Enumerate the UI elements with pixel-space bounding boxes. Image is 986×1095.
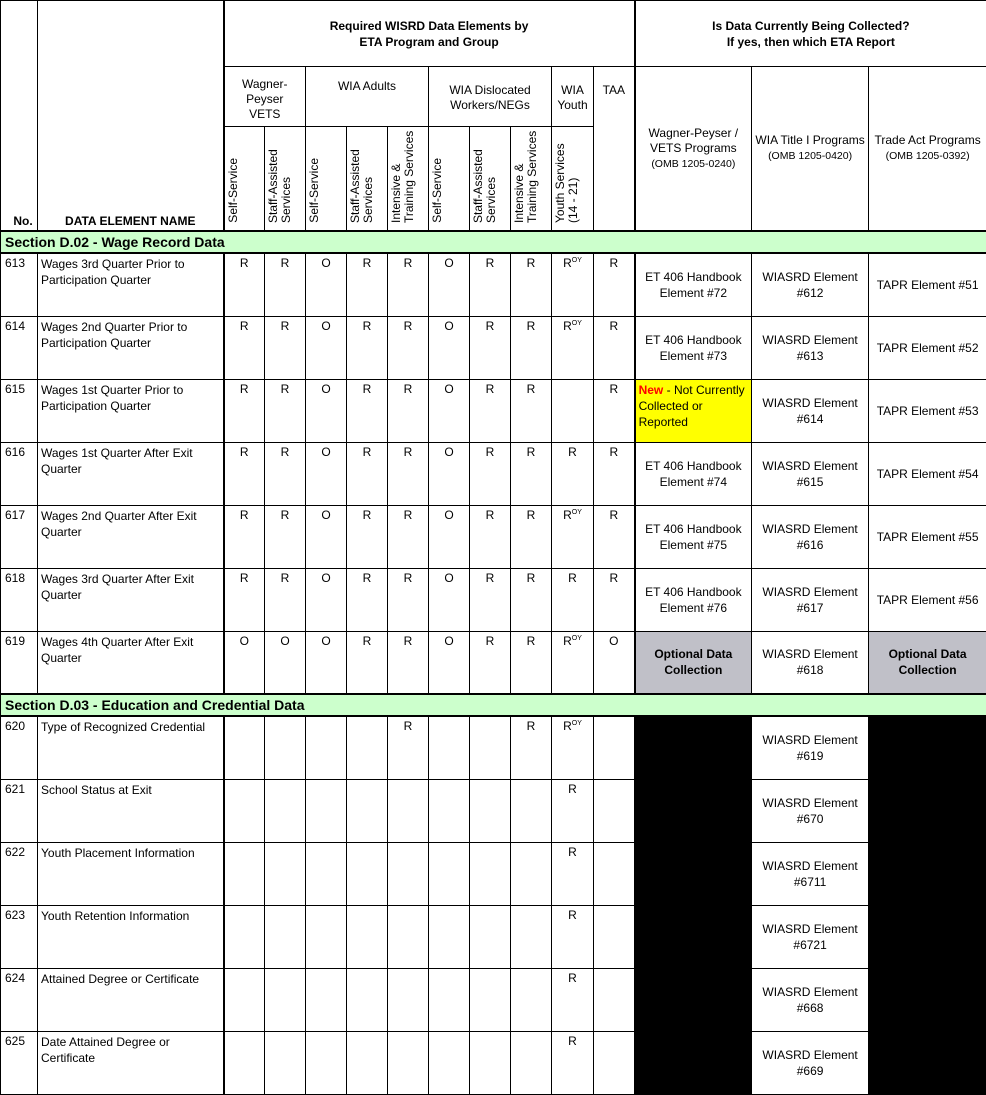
requirement-mark xyxy=(429,905,470,968)
requirement-mark xyxy=(470,716,511,779)
table-row xyxy=(1,779,986,842)
element-name: Youth Placement Information xyxy=(38,842,224,905)
requirement-mark xyxy=(470,842,511,905)
requirement-mark: R xyxy=(265,442,306,505)
element-number: 617 xyxy=(1,505,38,568)
requirement-mark xyxy=(429,842,470,905)
requirement-mark: R xyxy=(552,968,594,1031)
requirement-mark: R xyxy=(594,253,635,316)
requirement-mark xyxy=(224,716,265,779)
report-wp-cell: ET 406 Handbook Element #74 xyxy=(635,442,752,505)
element-number: 620 xyxy=(1,716,38,779)
report-wp-cell xyxy=(635,379,752,442)
table-row xyxy=(1,968,986,1031)
requirement-mark xyxy=(552,379,594,442)
element-number: 619 xyxy=(1,631,38,694)
requirement-mark xyxy=(306,1031,347,1094)
requirement-mark xyxy=(347,716,388,779)
element-name: Attained Degree or Certificate xyxy=(38,968,224,1031)
requirement-mark xyxy=(470,968,511,1031)
requirement-mark: O xyxy=(429,442,470,505)
requirement-mark: R xyxy=(552,568,594,631)
requirement-mark: R xyxy=(347,253,388,316)
element-number: 613 xyxy=(1,253,38,316)
group-wia-youth: WIA Youth xyxy=(552,67,594,127)
report-wp-cell: ET 406 Handbook Element #72 xyxy=(635,253,752,316)
requirement-mark xyxy=(470,905,511,968)
requirement-mark xyxy=(470,779,511,842)
requirement-mark xyxy=(511,842,552,905)
requirement-mark: R xyxy=(347,568,388,631)
element-number: 614 xyxy=(1,316,38,379)
requirement-mark: R xyxy=(265,316,306,379)
requirement-mark: R xyxy=(594,379,635,442)
requirement-mark: O xyxy=(306,505,347,568)
report-trade-cell xyxy=(869,716,986,779)
report-trade-cell: TAPR Element #56 xyxy=(869,568,986,631)
requirement-mark: R xyxy=(511,716,552,779)
requirement-mark: O xyxy=(306,568,347,631)
requirement-mark: R xyxy=(388,716,429,779)
requirement-mark: R xyxy=(388,505,429,568)
element-name: Date Attained Degree or Certificate xyxy=(38,1031,224,1094)
report-header-trade: Trade Act Programs (OMB 1205-0392) xyxy=(869,67,986,232)
group-wagner-peyser: Wagner- Peyser VETS xyxy=(224,67,306,127)
table-row xyxy=(1,253,986,316)
requirement-mark xyxy=(347,1031,388,1094)
requirement-mark: R xyxy=(552,779,594,842)
element-number: 615 xyxy=(1,379,38,442)
requirement-mark: O xyxy=(265,631,306,694)
report-wp-cell xyxy=(635,716,752,779)
element-number: 624 xyxy=(1,968,38,1031)
report-wia-cell: WIASRD Element #619 xyxy=(752,716,869,779)
requirement-mark xyxy=(265,779,306,842)
report-wp-cell xyxy=(635,905,752,968)
report-trade-cell: TAPR Element #54 xyxy=(869,442,986,505)
group-taa: TAA xyxy=(594,67,635,232)
requirement-mark xyxy=(306,779,347,842)
report-trade-cell xyxy=(869,779,986,842)
col-adult-staff: Staff-Assisted Services xyxy=(347,127,388,232)
table-row xyxy=(1,842,986,905)
element-name: Wages 1st Quarter Prior to Participation Quarter xyxy=(38,379,224,442)
requirement-mark: R xyxy=(388,379,429,442)
report-wp-cell xyxy=(635,968,752,1031)
col-adult-self: Self-Service xyxy=(306,127,347,232)
element-name: Wages 2nd Quarter Prior to Participation Quarter xyxy=(38,316,224,379)
report-trade-cell: TAPR Element #51 xyxy=(869,253,986,316)
requirement-mark: O xyxy=(429,505,470,568)
new-flag: New xyxy=(638,382,664,397)
report-trade-cell xyxy=(869,905,986,968)
requirement-mark: O xyxy=(429,568,470,631)
requirement-mark xyxy=(388,1031,429,1094)
requirement-mark: R xyxy=(224,253,265,316)
section-title: Section D.02 - Wage Record Data xyxy=(1,231,986,253)
table-row xyxy=(1,379,986,442)
report-wp-cell xyxy=(635,842,752,905)
report-wp-cell: ET 406 Handbook Element #76 xyxy=(635,568,752,631)
report-wp-cell: Optional Data Collection xyxy=(635,631,752,694)
col-dw-self: Self-Service xyxy=(429,127,470,232)
column-header-name: DATA ELEMENT NAME xyxy=(38,1,224,232)
requirement-mark xyxy=(265,1031,306,1094)
requirement-mark: O xyxy=(306,253,347,316)
collection-status-header: Is Data Currently Being Collected? If yes, then which ETA Report xyxy=(635,1,986,67)
requirement-mark xyxy=(594,968,635,1031)
requirement-mark: O xyxy=(306,442,347,505)
report-trade-cell xyxy=(869,1031,986,1094)
requirement-mark: $R^{OY}$ xyxy=(552,253,594,316)
requirement-mark: R xyxy=(470,442,511,505)
requirement-mark xyxy=(265,716,306,779)
requirement-mark: R xyxy=(511,253,552,316)
requirement-mark: R xyxy=(347,505,388,568)
element-name: Youth Retention Information xyxy=(38,905,224,968)
requirement-mark: O xyxy=(594,631,635,694)
element-name: Wages 1st Quarter After Exit Quarter xyxy=(38,442,224,505)
requirement-mark xyxy=(429,968,470,1031)
requirement-mark: R xyxy=(347,316,388,379)
requirement-mark: R xyxy=(511,568,552,631)
report-wia-cell: WIASRD Element #615 xyxy=(752,442,869,505)
requirement-mark: R xyxy=(265,379,306,442)
requirement-mark: R xyxy=(552,442,594,505)
requirement-mark: R xyxy=(347,442,388,505)
requirement-mark xyxy=(511,905,552,968)
requirement-mark xyxy=(594,716,635,779)
requirement-mark: R xyxy=(594,316,635,379)
requirement-mark xyxy=(388,842,429,905)
requirement-mark xyxy=(429,1031,470,1094)
report-wia-cell: WIASRD Element #668 xyxy=(752,968,869,1031)
requirement-mark xyxy=(511,1031,552,1094)
requirement-mark: O xyxy=(306,316,347,379)
requirement-mark: R xyxy=(265,253,306,316)
requirement-mark: R xyxy=(265,505,306,568)
element-name: Wages 2nd Quarter After Exit Quarter xyxy=(38,505,224,568)
requirement-mark xyxy=(347,779,388,842)
requirement-mark: O xyxy=(306,379,347,442)
requirement-mark xyxy=(347,968,388,1031)
requirement-mark xyxy=(347,905,388,968)
table-row xyxy=(1,716,986,779)
col-wp-self: Self-Service xyxy=(224,127,265,232)
requirement-mark xyxy=(388,779,429,842)
requirement-mark: O xyxy=(429,316,470,379)
report-header-wia: WIA Title I Programs (OMB 1205-0420) xyxy=(752,67,869,232)
requirement-mark xyxy=(347,842,388,905)
requirement-mark: R xyxy=(224,505,265,568)
element-number: 622 xyxy=(1,842,38,905)
requirement-mark: $R^{OY}$ xyxy=(552,716,594,779)
requirement-mark xyxy=(224,968,265,1031)
requirement-mark: R xyxy=(511,442,552,505)
requirement-mark: R xyxy=(511,379,552,442)
report-wia-cell: WIASRD Element #670 xyxy=(752,779,869,842)
requirement-mark xyxy=(511,779,552,842)
col-adult-intensive: Intensive & Training Services xyxy=(388,127,429,232)
requirement-mark xyxy=(594,842,635,905)
section-title: Section D.03 - Education and Credential Data xyxy=(1,694,986,716)
report-wia-cell: WIASRD Element #669 xyxy=(752,1031,869,1094)
requirement-mark: R xyxy=(224,568,265,631)
requirement-mark: R xyxy=(470,631,511,694)
requirement-mark: R xyxy=(388,253,429,316)
requirement-mark: R xyxy=(347,379,388,442)
requirement-mark: R xyxy=(511,505,552,568)
requirement-mark: R xyxy=(388,316,429,379)
section-header-row xyxy=(1,694,986,716)
element-name: School Status at Exit xyxy=(38,779,224,842)
element-number: 625 xyxy=(1,1031,38,1094)
requirement-mark: R xyxy=(594,442,635,505)
requirement-mark xyxy=(388,968,429,1031)
requirement-mark: O xyxy=(224,631,265,694)
report-wia-cell: WIASRD Element #614 xyxy=(752,379,869,442)
requirement-mark: R xyxy=(470,379,511,442)
requirement-mark: R xyxy=(552,905,594,968)
col-youth-services: Youth Services (14 - 21) xyxy=(552,127,594,232)
report-trade-cell: TAPR Element #52 xyxy=(869,316,986,379)
report-wia-cell: WIASRD Element #6721 xyxy=(752,905,869,968)
requirement-mark: R xyxy=(224,442,265,505)
report-trade-cell: TAPR Element #53 xyxy=(869,379,986,442)
report-trade-cell xyxy=(869,968,986,1031)
report-wia-cell: WIASRD Element #616 xyxy=(752,505,869,568)
report-wp-cell: ET 406 Handbook Element #73 xyxy=(635,316,752,379)
requirement-mark: O xyxy=(306,631,347,694)
col-wp-staff: Staff-Assisted Services xyxy=(265,127,306,232)
requirement-mark xyxy=(265,968,306,1031)
table-row xyxy=(1,505,986,568)
requirement-mark: R xyxy=(470,505,511,568)
requirement-mark xyxy=(224,905,265,968)
requirement-mark xyxy=(224,1031,265,1094)
group-wia-adults: WIA Adults xyxy=(306,67,429,127)
requirement-mark xyxy=(224,842,265,905)
section-header-row xyxy=(1,231,986,253)
element-number: 616 xyxy=(1,442,38,505)
table-row xyxy=(1,442,986,505)
requirement-mark xyxy=(306,905,347,968)
requirement-mark xyxy=(594,905,635,968)
report-wia-cell: WIASRD Element #618 xyxy=(752,631,869,694)
report-wia-cell: WIASRD Element #613 xyxy=(752,316,869,379)
report-wp-text: - Not Currently Collected or Reported xyxy=(638,382,745,429)
element-name: Wages 4th Quarter After Exit Quarter xyxy=(38,631,224,694)
requirement-mark: O xyxy=(429,253,470,316)
report-wp-cell: ET 406 Handbook Element #75 xyxy=(635,505,752,568)
requirement-mark: R xyxy=(470,253,511,316)
report-header-wp: Wagner-Peyser / VETS Programs (OMB 1205-0240) xyxy=(635,67,752,232)
report-wia-cell: WIASRD Element #6711 xyxy=(752,842,869,905)
report-trade-cell: Optional Data Collection xyxy=(869,631,986,694)
group-wia-dislocated: WIA Dislocated Workers/NEGs xyxy=(429,67,552,127)
requirement-mark: O xyxy=(429,631,470,694)
table-row xyxy=(1,631,986,694)
requirement-mark xyxy=(306,842,347,905)
requirement-mark: $R^{OY}$ xyxy=(552,316,594,379)
requirement-mark: R xyxy=(511,316,552,379)
requirement-mark: R xyxy=(224,379,265,442)
element-name: Wages 3rd Quarter Prior to Participation Quarter xyxy=(38,253,224,316)
requirement-mark: R xyxy=(224,316,265,379)
report-wia-cell: WIASRD Element #612 xyxy=(752,253,869,316)
report-wp-cell xyxy=(635,779,752,842)
requirement-mark: R xyxy=(470,568,511,631)
requirement-mark xyxy=(306,968,347,1031)
requirement-mark: R xyxy=(347,631,388,694)
requirement-mark xyxy=(429,716,470,779)
table-row xyxy=(1,905,986,968)
requirement-mark: R xyxy=(511,631,552,694)
requirement-mark: R xyxy=(594,568,635,631)
element-name: Wages 3rd Quarter After Exit Quarter xyxy=(38,568,224,631)
report-trade-cell: TAPR Element #55 xyxy=(869,505,986,568)
requirement-mark xyxy=(470,1031,511,1094)
requirement-mark: R xyxy=(388,442,429,505)
requirement-mark: R xyxy=(388,568,429,631)
element-number: 623 xyxy=(1,905,38,968)
col-dw-staff: Staff-Assisted Services xyxy=(470,127,511,232)
column-header-no: No. xyxy=(1,1,38,232)
table-row xyxy=(1,1031,986,1094)
element-number: 621 xyxy=(1,779,38,842)
requirement-mark: R xyxy=(552,842,594,905)
requirement-mark: R xyxy=(388,631,429,694)
requirement-mark xyxy=(388,905,429,968)
requirement-mark: R xyxy=(470,316,511,379)
requirement-mark: O xyxy=(429,379,470,442)
table-row xyxy=(1,568,986,631)
requirement-mark: R xyxy=(552,1031,594,1094)
element-name: Type of Recognized Credential xyxy=(38,716,224,779)
requirement-mark xyxy=(306,716,347,779)
requirement-mark: R xyxy=(594,505,635,568)
required-elements-header: Required WISRD Data Elements by ETA Program and Group xyxy=(224,1,635,67)
report-wia-cell: WIASRD Element #617 xyxy=(752,568,869,631)
requirement-mark xyxy=(594,1031,635,1094)
requirement-mark: R xyxy=(265,568,306,631)
requirement-mark xyxy=(594,779,635,842)
report-trade-cell xyxy=(869,842,986,905)
report-wp-cell xyxy=(635,1031,752,1094)
table-row xyxy=(1,316,986,379)
requirement-mark xyxy=(429,779,470,842)
requirement-mark: $R^{OY}$ xyxy=(552,631,594,694)
requirement-mark xyxy=(265,842,306,905)
requirement-mark: $R^{OY}$ xyxy=(552,505,594,568)
col-dw-intensive: Intensive & Training Services xyxy=(511,127,552,232)
requirement-mark xyxy=(511,968,552,1031)
element-number: 618 xyxy=(1,568,38,631)
requirement-mark xyxy=(224,779,265,842)
requirement-mark xyxy=(265,905,306,968)
